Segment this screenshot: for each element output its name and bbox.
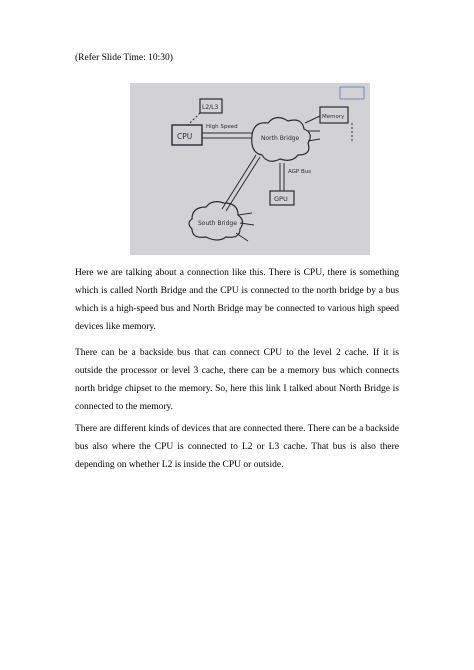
agp-bus-label: AGP Bus [288,169,312,175]
south-bridge-label: South Bridge [198,220,237,227]
north-bridge-label: North Bridge [261,135,300,142]
backside-bus-line [188,113,200,125]
slide-time-reference: (Refer Slide Time: 10:30) [75,53,173,63]
slide-image [130,83,370,255]
memory-bus-line [305,116,320,123]
paragraph-3: There are different kinds of devices that are connected there. There can be a backside bus also where the CPU is connected to L2 or L3 cache. That bus is also there depending on whether L2 is inside the CPU or outside. [75,424,399,470]
cpu-label: CPU [177,132,193,141]
nb-sb-line-2 [226,157,260,211]
memory-label: Memory [322,114,345,120]
sb-out-line-1 [238,213,252,215]
cache-label: L2/L3 [202,104,219,111]
nb-sb-line-1 [222,155,256,209]
logo-icon [340,87,364,99]
gpu-label: GPU [274,195,288,203]
bus-label: High Speed [206,124,238,130]
paragraph-2: There can be a backside bus that can connect CPU to the level 2 cache. If it is outside the processor or level 3 cache, there can be a memory bus which connects north bridge chipset to the memory. So, here this link I talked about North Bridge is connected to the memory. [75,348,399,412]
sb-out-line-3 [236,233,248,241]
hand-drawn-diagram [130,83,370,255]
paragraph-1: Here we are talking about a connection like this. There is CPU, there is something which is called North Bridge and the CPU is connected to the north bridge by a bus which is a high-speed bus and North Bridge may be connected to various high speed devices like memory. [75,268,399,332]
